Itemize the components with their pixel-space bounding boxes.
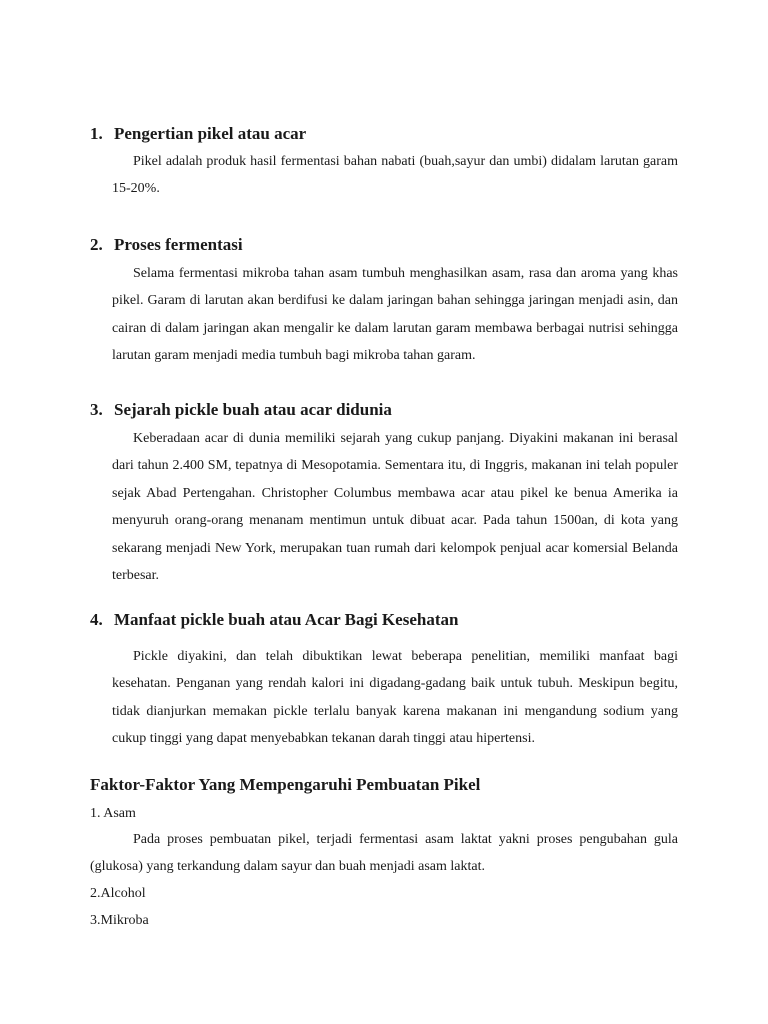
factor-3-label: 3.Mikroba: [90, 913, 149, 928]
section-1-number: 1.: [90, 124, 103, 143]
section-1-title: Pengertian pikel atau acar: [114, 124, 307, 143]
section-2-body: Selama fermentasi mikroba tahan asam tumbuh menghasilkan asam, rasa dan aroma yang khas pikel. Garam di larutan akan berdifusi ke dalam jaringan bahan sehingga jaringan menjadi asin, dan cairan di dalam jaringan akan mengalir ke dalam larutan garam membawa berbagai nutrisi sehingga larutan garam menjadi media tumbuh bagi mikroba tahan garam.: [112, 266, 678, 364]
section-2-number: 2.: [90, 235, 103, 254]
section-1-heading: [90, 124, 306, 144]
section-1-body: Pikel adalah produk hasil fermentasi bahan nabati (buah,sayur dan umbi) didalam larutan garam 15-20%.: [112, 154, 678, 197]
factor-1-label: 1. Asam: [90, 806, 136, 821]
section-3-number: 3.: [90, 400, 103, 419]
section-2-title: Proses fermentasi: [114, 235, 243, 254]
section-4-title: Manfaat pickle buah atau Acar Bagi Kesehatan: [114, 610, 459, 629]
section-4-heading: [90, 610, 458, 630]
section-2-heading: [90, 235, 243, 255]
section-4-number: 4.: [90, 610, 103, 629]
section-4-body: Pickle diyakini, dan telah dibuktikan lewat beberapa penelitian, memiliki manfaat bagi kesehatan. Penganan yang rendah kalori ini digadang-gadang baik untuk tubuh. Meskipun begitu, tidak dianjurkan memakan pickle terlalu banyak karena makanan ini mengandung sodium yang cukup tinggi yang dapat menyebabkan tekanan darah tinggi atau hipertensi.: [112, 649, 678, 747]
factors-title: Faktor-Faktor Yang Mempengaruhi Pembuatan Pikel: [90, 775, 481, 794]
section-3-body: Keberadaan acar di dunia memiliki sejarah yang cukup panjang. Diyakini makanan ini berasal dari tahun 2.400 SM, tepatnya di Mesopotamia. Sementara itu, di Inggris, makanan ini telah populer sejak Abad Pertengahan. Christopher Columbus membawa acar atau pikel ke benua Amerika ia menyuruh orang-orang menanam mentimun untuk dibuat acar. Pada tahun 1500an, di kota yang sekarang menjadi New York, merupakan tuan rumah dari kelompok penjual acar komersial Belanda terbesar.: [112, 431, 678, 584]
factor-2-label: 2.Alcohol: [90, 886, 146, 901]
section-3-title: Sejarah pickle buah atau acar didunia: [114, 400, 392, 419]
factor-1-body: Pada proses pembuatan pikel, terjadi fermentasi asam laktat yakni proses pengubahan gula (glukosa) yang terkandung dalam sayur dan buah menjadi asam laktat.: [90, 832, 678, 875]
section-3-heading: [90, 400, 392, 420]
